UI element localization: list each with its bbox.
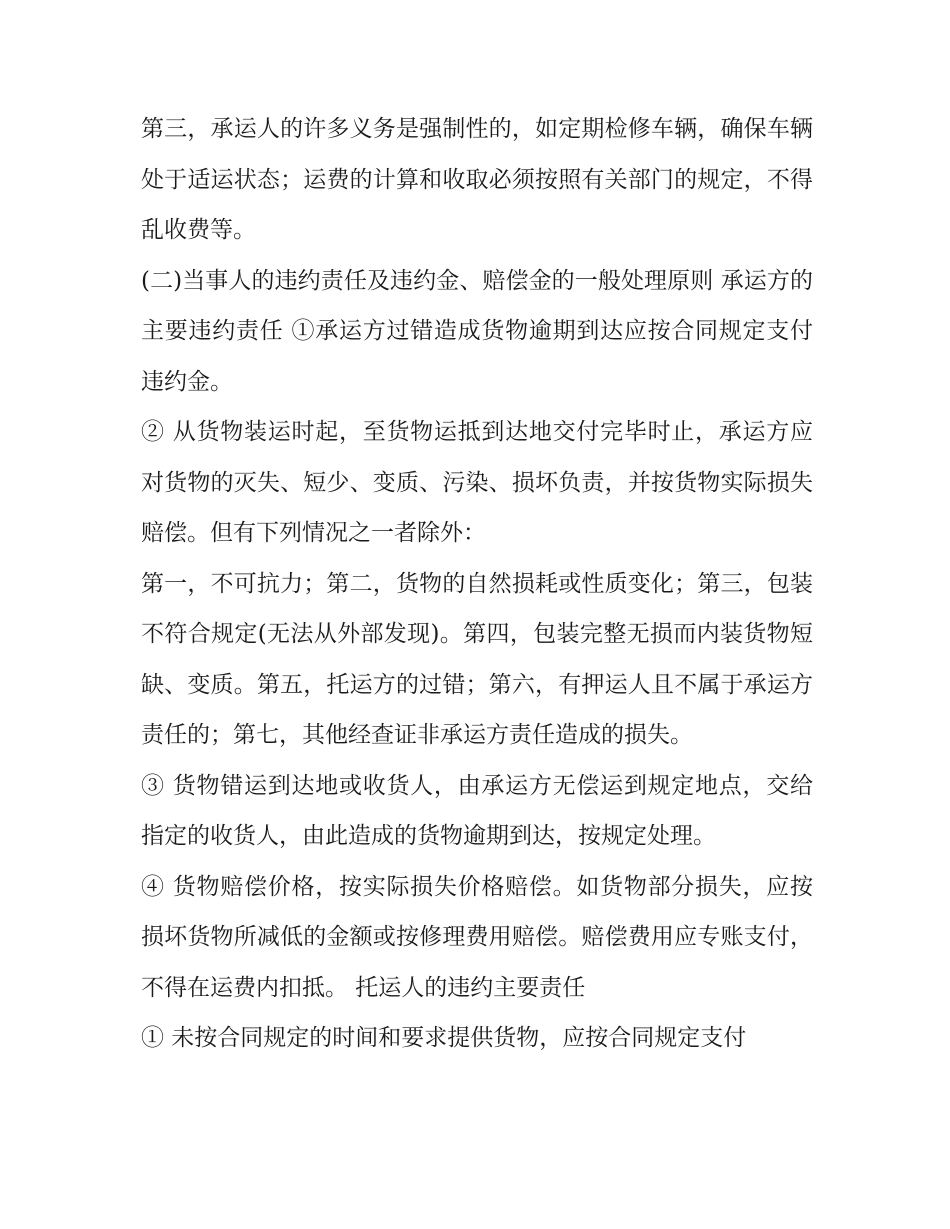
paragraph-exceptions-list: 第一，不可抗力；第二，货物的自然损耗或性质变化；第三，包装不符合规定(无法从外部发现)。第四，包装完整无损而内装货物短缺、变质。第五，托运方的过错；第六，有押运人且不属于承运方责任的；第七，其他经查证非承运方责任造成的损失。 xyxy=(141,570,813,748)
document-body xyxy=(141,104,813,1064)
paragraph-compensation-price: ④ 货物赔偿价格，按实际损失价格赔偿。如货物部分损失，应按损坏货物所减低的金额或按修理费用赔偿。赔偿费用应专账支付，不得在运费内扣抵。 托运人的违约主要责任 xyxy=(141,873,813,1001)
paragraph-carrier-obligations: 第三，承运人的许多义务是强制性的，如定期检修车辆，确保车辆处于适运状态；运费的计算和收取必须按照有关部门的规定，不得乱收费等。 xyxy=(141,116,813,243)
paragraph-misdelivery: ③ 货物错运到达地或收货人，由承运方无偿运到规定地点，交给指定的收货人，由此造成的货物逾期到达，按规定处理。 xyxy=(141,772,813,849)
paragraph-shipper-failure: ① 未按合同规定的时间和要求提供货物，应按合同规定支付 xyxy=(141,1025,747,1051)
paragraph-carrier-liability-loss: ② 从货物装运时起，至货物运抵到达地交付完毕时止，承运方应对货物的灭失、短少、变质、污染、损坏负责，并按货物实际损失赔偿。但有下列情况之一者除外： xyxy=(141,419,813,546)
paragraph-liability-principles: (二)当事人的违约责任及违约金、赔偿金的一般处理原则 承运方的主要违约责任 ①承运方过错造成货物逾期到达应按合同规定支付违约金。 xyxy=(141,267,813,395)
